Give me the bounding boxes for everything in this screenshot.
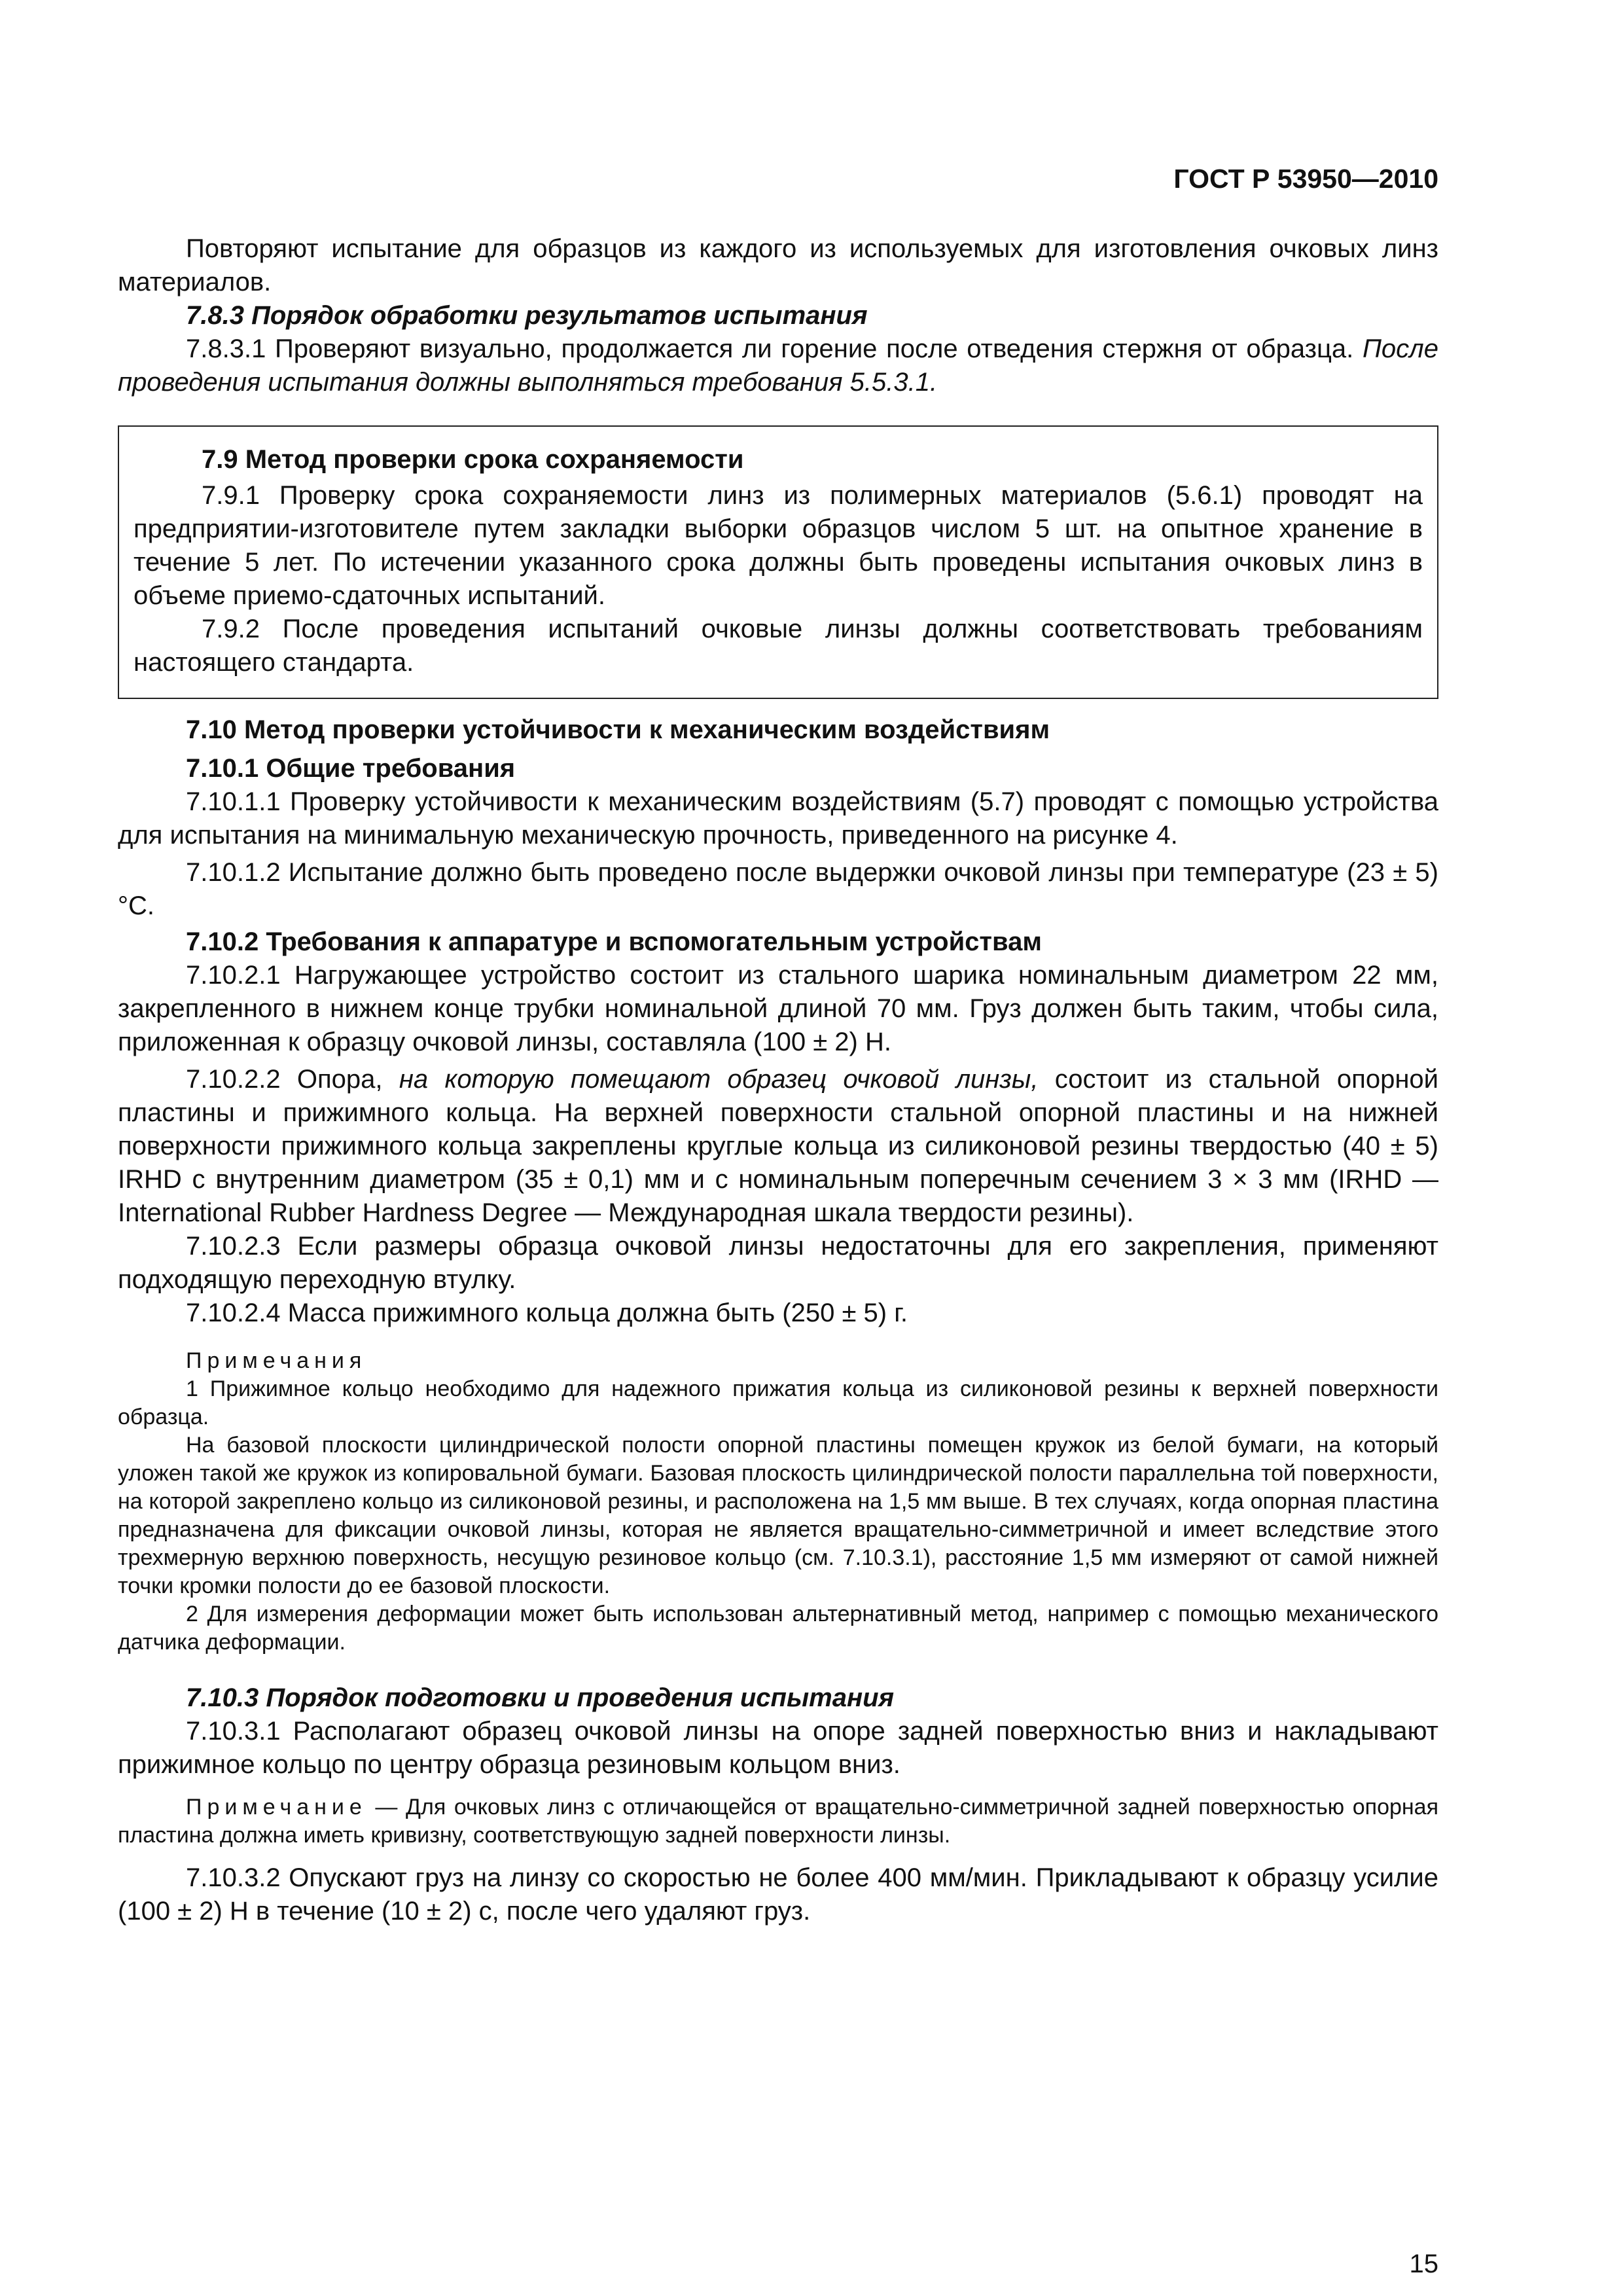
heading-7-9: 7.9 Метод проверки срока сохраняемости <box>202 445 744 474</box>
paragraph-7-10-3-1: 7.10.3.1 Располагают образец очковой линзы на опоре задней поверхностью вниз и накладывают прижимное кольцо по центру образца резиновым кольцом вниз. <box>118 1717 1438 1779</box>
paragraph-7-9-2: 7.9.2 После проведения испытаний очковые линзы должны соответствовать требованиям настоящего стандарта. <box>134 615 1423 677</box>
paragraph-7-10-1-1: 7.10.1.1 Проверку устойчивости к механическим воздействиям (5.7) проводят с помощью устройства для испытания на минимальную механическую прочность, приведенного на рисунке 4. <box>118 787 1438 850</box>
paragraph-7-8-3-1: 7.8.3.1 Проверяют визуально, продолжается ли горение после отведения стержня от образца. После проведения испытания должны выполняться требования 5.5.3.1. <box>118 334 1438 397</box>
paragraph-7-10-2-4: 7.10.2.4 Масса прижимного кольца должна быть (250 ± 5) г. <box>186 1299 908 1327</box>
document-header: ГОСТ Р 53950—2010 <box>1173 164 1438 194</box>
note-1-continued: На базовой плоскости цилиндрической полости опорной пластины помещен кружок из белой бумаги, на который уложен такой же кружок из копировальной бумаги. Базовая плоскость цилиндрической полости параллельна той поверхности, на которой закреплено кольцо из силиконовой резины, и расположена на 1,5 мм выше. В тех случаях, когда опорная пластина предназначена для фиксации очковой линзы, которая не является вращательно-симметричной и имеет вследствие этого трехмерную верхнюю поверхность, несущую резиновое кольцо (см. 7.10.3.1), расстояние 1,5 мм измеряют от самой нижней точки кромки полости до ее базовой плоскости. <box>118 1433 1438 1598</box>
note-2: 2 Для измерения деформации может быть использован альтернативный метод, например с помощью механического датчика деформации. <box>118 1602 1438 1655</box>
note-1: 1 Прижимное кольцо необходимо для надежного прижатия кольца из силиконовой резины к верхней поверхности образца. <box>118 1376 1438 1429</box>
paragraph-7-9-1: 7.9.1 Проверку срока сохраняемости линз из полимерных материалов (5.6.1) проводят на предприятии-изготовителе путем закладки выборки образцов числом 5 шт. на опытное хранение в течение 5 лет. По истечении указанного срока должны быть проведены испытания очковых линз в объеме приемо-сдаточных испытаний. <box>134 481 1423 610</box>
heading-7-10: 7.10 Метод проверки устойчивости к механическим воздействиям <box>186 715 1050 744</box>
boxed-section-7-9 <box>118 425 1438 699</box>
paragraph-7-10-2-2: 7.10.2.2 Опора, на которую помещают образец очковой линзы, состоит из стальной опорной пластины и прижимного кольца. На верхней поверхности стальной опорной пластины и на нижней поверхности прижимного кольца закреплены круглые кольца из силиконовой резины твердостью (40 ± 5) IRHD с внутренним диаметром (35 ± 0,1) мм и с номинальным поперечным сечением 3 × 3 мм (IRHD — International Rubber Hardness Degree — Международная шкала твердости резины). <box>118 1065 1438 1227</box>
heading-7-8-3: 7.8.3 Порядок обработки результатов испытания <box>186 301 868 330</box>
paragraph-7-10-2-1: 7.10.2.1 Нагружающее устройство состоит из стального шарика номинальным диаметром 22 мм, закрепленного в нижнем конце трубки номинальной длиной 70 мм. Груз должен быть таким, чтобы сила, приложенная к образцу очковой линзы, составляла (100 ± 2) Н. <box>118 961 1438 1056</box>
paragraph-7-10-1-2: 7.10.1.2 Испытание должно быть проведено после выдержки очковой линзы при температуре (23 ± 5) °С. <box>118 858 1438 920</box>
paragraph-repeat-test: Повторяют испытание для образцов из каждого из используемых для изготовления очковых линз материалов. <box>118 234 1438 296</box>
heading-7-10-3: 7.10.3 Порядок подготовки и проведения испытания <box>186 1683 895 1712</box>
page-number: 15 <box>1409 2250 1438 2278</box>
heading-7-10-2: 7.10.2 Требования к аппаратуре и вспомогательным устройствам <box>186 927 1042 956</box>
heading-7-10-1: 7.10.1 Общие требования <box>186 754 516 783</box>
note-7-10-3: Примечание — Для очковых линз с отличающейся от вращательно-симметричной задней поверхностью опорная пластина должна иметь кривизну, соответствующую задней поверхности линзы. <box>118 1795 1438 1848</box>
document-page <box>118 154 1438 2278</box>
paragraph-7-10-3-2: 7.10.3.2 Опускают груз на линзу со скоростью не более 400 мм/мин. Прикладывают к образцу усилие (100 ± 2) Н в течение (10 ± 2) с, после чего удаляют груз. <box>118 1863 1438 1926</box>
notes-title: Примечания <box>186 1348 367 1373</box>
paragraph-7-10-2-3: 7.10.2.3 Если размеры образца очковой линзы недостаточны для его закрепления, применяют подходящую переходную втулку. <box>118 1232 1438 1294</box>
